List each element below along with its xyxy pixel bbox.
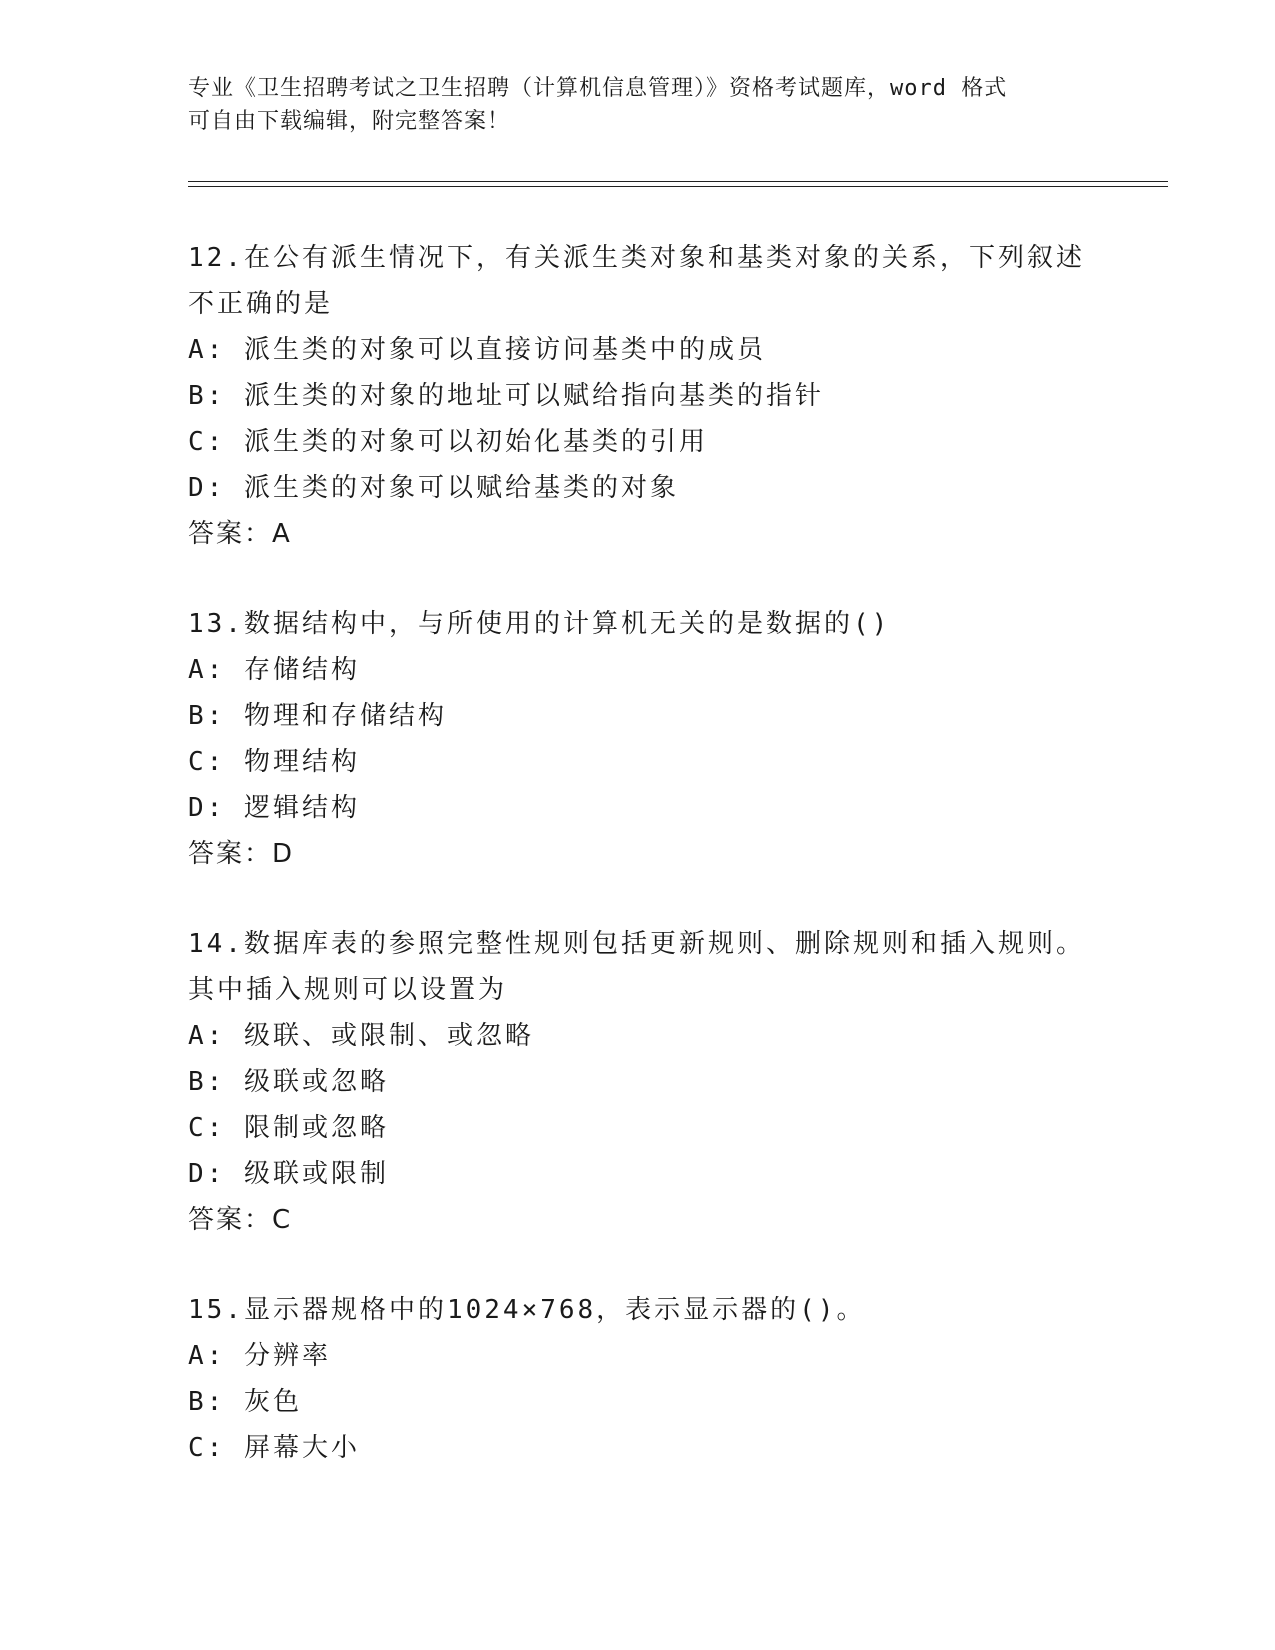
option-b: B: 派生类的对象的地址可以赋给指向基类的指针 — [188, 381, 824, 411]
option-b: B: 物理和存储结构 — [188, 701, 447, 731]
header-divider-bottom — [188, 186, 1168, 187]
option-c: C: 派生类的对象可以初始化基类的引用 — [188, 427, 708, 457]
question-stem: 不正确的是 — [188, 289, 334, 319]
option-d: D: 派生类的对象可以赋给基类的对象 — [188, 473, 679, 503]
document-header — [188, 72, 1088, 138]
option-c: C: 物理结构 — [188, 747, 360, 777]
answer: 答案：A — [188, 519, 292, 549]
option-c: C: 屏幕大小 — [188, 1433, 360, 1463]
header-line-2: 可自由下载编辑，附完整答案！ — [188, 109, 511, 134]
option-d: D: 逻辑结构 — [188, 793, 360, 823]
option-c: C: 限制或忽略 — [188, 1113, 389, 1143]
header-line-1: 专业《卫生招聘考试之卫生招聘（计算机信息管理）》资格考试题库，word 格式 — [188, 76, 1008, 101]
question-stem: 15.显示器规格中的1024×768，表示显示器的()。 — [188, 1295, 866, 1325]
header-divider-top — [188, 181, 1168, 182]
question-12 — [188, 235, 1088, 557]
option-a: A: 分辨率 — [188, 1341, 331, 1371]
answer: 答案：C — [188, 1205, 293, 1235]
question-stem: 12.在公有派生情况下，有关派生类对象和基类对象的关系，下列叙述 — [188, 243, 1085, 273]
question-13 — [188, 601, 1088, 877]
option-b: B: 级联或忽略 — [188, 1067, 389, 1097]
option-b: B: 灰色 — [188, 1387, 302, 1417]
option-a: A: 级联、或限制、或忽略 — [188, 1021, 534, 1051]
option-a: A: 派生类的对象可以直接访问基类中的成员 — [188, 335, 766, 365]
question-14 — [188, 921, 1088, 1243]
question-stem: 13.数据结构中，与所使用的计算机无关的是数据的() — [188, 609, 891, 639]
question-15 — [188, 1287, 1088, 1471]
option-d: D: 级联或限制 — [188, 1159, 389, 1189]
question-stem: 其中插入规则可以设置为 — [188, 975, 508, 1005]
question-list — [188, 235, 1088, 1515]
answer: 答案：D — [188, 839, 295, 869]
question-stem: 14.数据库表的参照完整性规则包括更新规则、删除规则和插入规则。 — [188, 929, 1085, 959]
option-a: A: 存储结构 — [188, 655, 360, 685]
